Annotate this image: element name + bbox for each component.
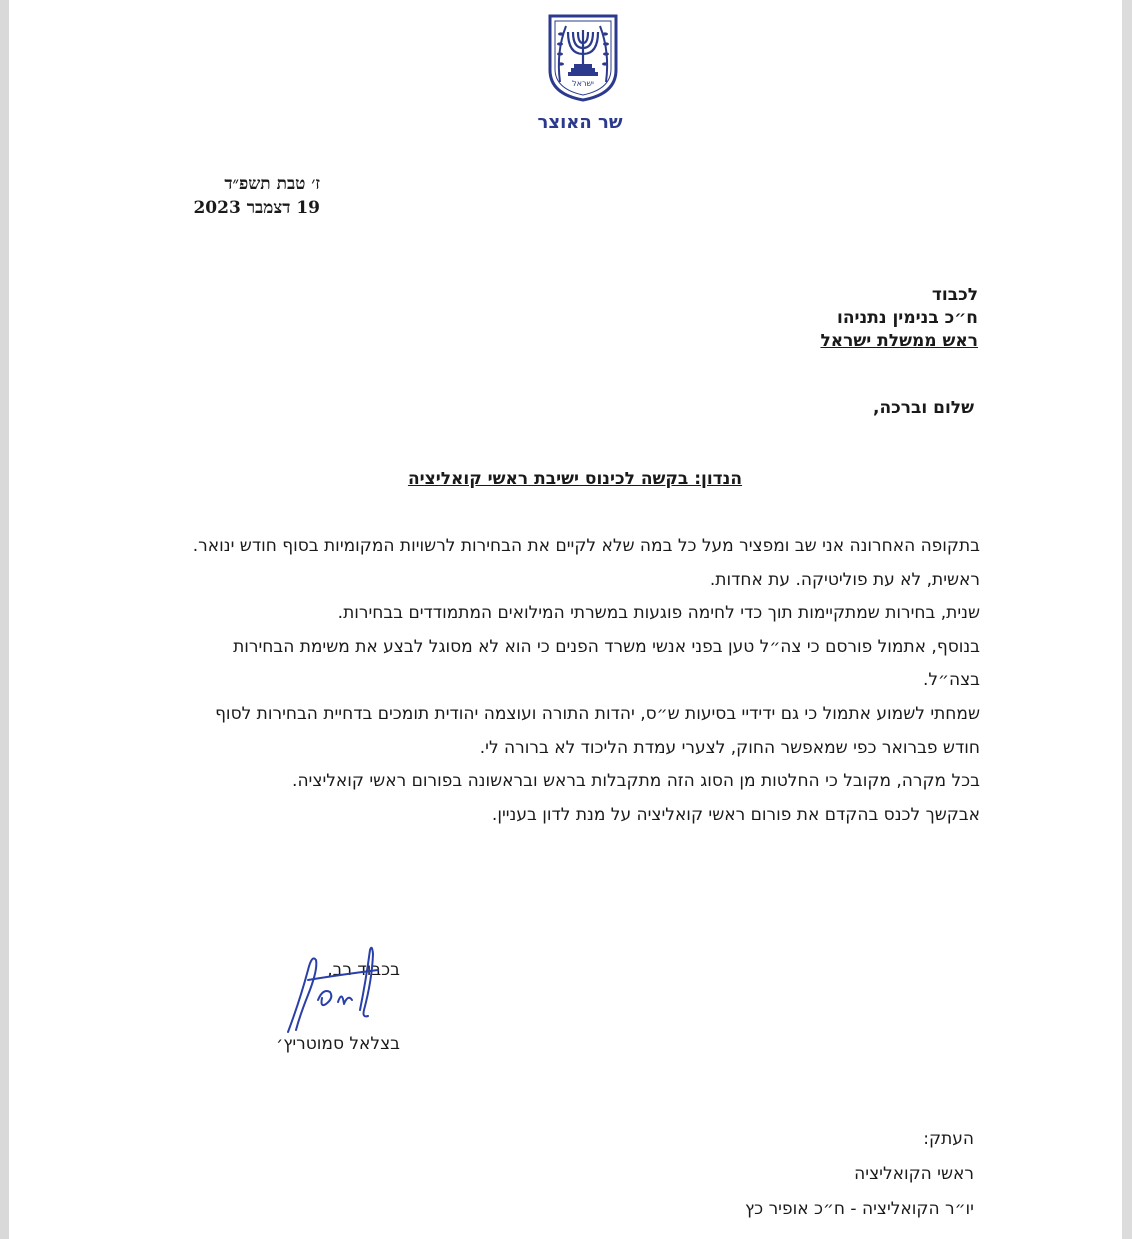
body-paragraph: בתקופה האחרונה אני שב ומפציר מעל כל במה שלא לקיים את הבחירות לרשויות המקומיות בסוף חודש ינואר.: [192, 536, 980, 556]
subject-line: הנדון: בקשה לכינוס ישיבת ראשי קואליציה: [407, 469, 743, 489]
cc-block: [640, 1122, 974, 1227]
body-paragraph: ראשית, לא עת פוליטיקה. עת אחדות.: [709, 569, 980, 590]
body-paragraph: בכל מקרה, מקובל כי החלטות מן הסוג הזה מתקבלות בראש ובראשונה בפורום ראשי קואליציה.: [292, 771, 980, 792]
recipient-title: ראש ממשלת ישראל: [820, 331, 978, 351]
gregorian-date: 19 דצמבר 2023: [193, 198, 320, 218]
greeting: שלום וברכה,: [873, 398, 974, 418]
letter-body: [180, 530, 980, 832]
closing: בכבוד רב,: [327, 960, 400, 980]
cc-label: העתק:: [923, 1129, 974, 1149]
body-paragraph: שנית, בחירות שמתקיימות תוך כדי לחימה פוגעות במשרתי המילואים המתמודדים בבחירות.: [337, 603, 980, 624]
body-paragraph: שמחתי לשמוע אתמול כי גם ידידיי בסיעות ש״ס, יהדות התורה ועוצמה יהודית תומכים בדחיית הבחירות לסוף חודש פברואר כפי שמאפשר החוק, לצערי עמדת הליכוד לא ברורה לי.: [215, 703, 980, 758]
handwritten-signature: [278, 940, 388, 1040]
body-paragraph: אבקשך לכנס בהקדם את פורום ראשי קואליציה על מנת לדון בעניין.: [491, 804, 980, 825]
date-block: [140, 172, 320, 220]
scan-edge-left: [0, 0, 9, 1239]
cc-item: יו״ר הקואליציה - ח״כ אופיר כץ: [745, 1199, 974, 1219]
state-emblem-icon: [546, 12, 620, 102]
scan-edge-right: [1122, 0, 1132, 1239]
minister-title: שר האוצר: [537, 112, 623, 133]
signer-name: בצלאל סמוטריץ׳: [276, 1034, 400, 1054]
body-paragraph: בנוסף, אתמול פורסם כי צה״ל טען בפני אנשי משרד הפנים כי הוא לא מסוגל לבצע את משימת הבחירות בצה״ל.: [233, 636, 980, 691]
recipient-salutation: לכבוד: [931, 285, 978, 305]
recipient-block: [600, 284, 978, 353]
recipient-name: ח״כ בנימין נתניהו: [837, 308, 978, 328]
cc-item: ראשי הקואליציה: [854, 1164, 974, 1184]
emblem-text: ישראל: [572, 79, 594, 88]
hebrew-date: ז׳ טבת תשפ״ד: [224, 174, 320, 194]
